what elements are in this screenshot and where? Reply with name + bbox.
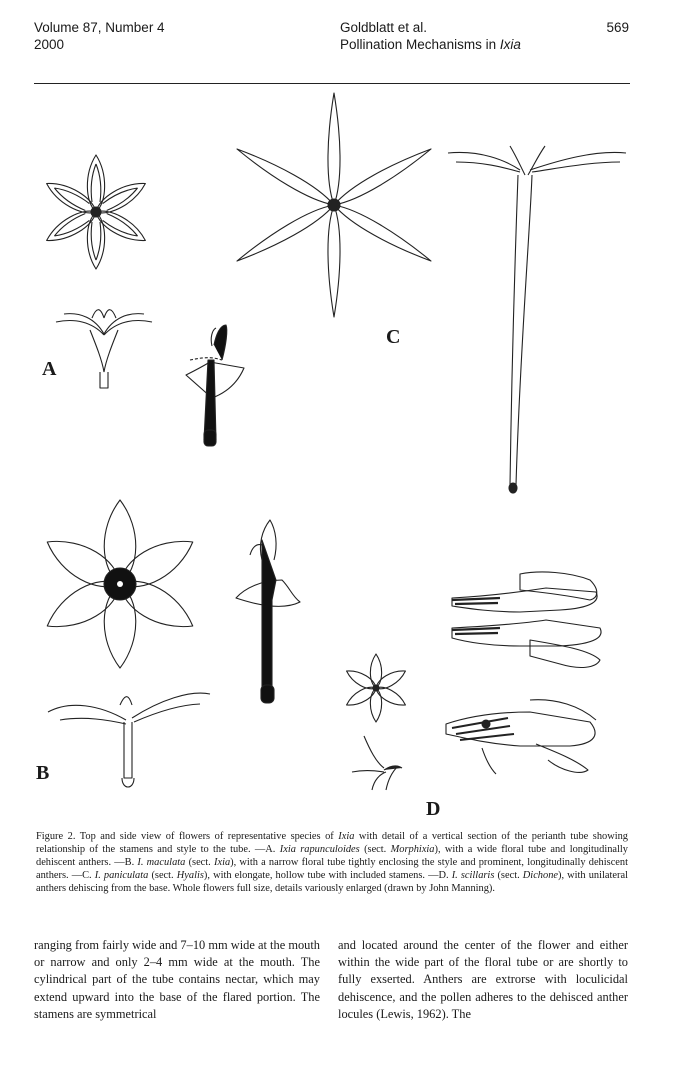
panel-label-d: D [426, 798, 441, 820]
authors: Goldblatt et al. [340, 20, 428, 35]
page-number: 569 [606, 20, 629, 35]
flower-a-top [42, 155, 149, 269]
flower-a-side [56, 310, 152, 388]
running-header-left [34, 19, 165, 53]
journal-year: 2000 [34, 37, 65, 52]
panel-label-c: C [386, 326, 401, 348]
figure-caption: Figure 2. Top and side view of flowers of representative species of Ixia with detail of a vertical section of the perianth tube showing relationship of the stamens and style to the tube. —A. Ixia rapunculoides (sect. Morphixia), with a wide floral tube and longitudinally dehiscent anthers. —B. I. maculata (sect. Ixia), with a narrow floral tube tightly enclosing the style and prominent, longitudinally dehiscent anthers. —C. I. paniculata (sect. Hyalis), with elongate, hollow tube with included stamens. —D. I. scillaris (sect. Dichone), with unilateral anthers dehiscing from the base. Whole flowers full size, details variously enlarged (drawn by John Manning). [36, 831, 628, 894]
flower-a-section [186, 325, 244, 446]
anther-detail-d-lower [446, 700, 596, 774]
flower-d-top [344, 654, 409, 722]
figure-illustration [0, 90, 679, 825]
anther-detail-d-upper [452, 572, 601, 667]
flower-b-top [39, 500, 200, 668]
body-text-left-column: ranging from fairly wide and 7–10 mm wide at the mouth or narrow and only 2–4 mm wide at the mouth. The cylindrical part of the tube contains nectar, which may extend upward into the base of the flared portion. The stamens are symmetrical [34, 938, 320, 1021]
panel-label-a: A [42, 358, 57, 380]
journal-volume: Volume 87, Number 4 [34, 20, 165, 35]
header-rule [34, 83, 630, 84]
flower-c-top [234, 93, 434, 317]
running-header-center [340, 19, 521, 53]
flower-c-side [448, 146, 626, 493]
article-title: Pollination Mechanisms in Ixia [340, 37, 521, 52]
figure-2 [0, 90, 679, 825]
panel-label-b: B [36, 762, 50, 784]
body-text-right-column: and located around the center of the flower and either within the wide part of the floral tube or are shortly to fully exserted. Anthers are extrorse with loculicidal dehiscence, and the pollen adheres to the dehisced anther locules (Lewis, 1962). The [338, 938, 628, 1021]
flower-b-side [48, 693, 210, 787]
flower-d-side [352, 736, 402, 790]
flower-b-section [236, 520, 300, 703]
